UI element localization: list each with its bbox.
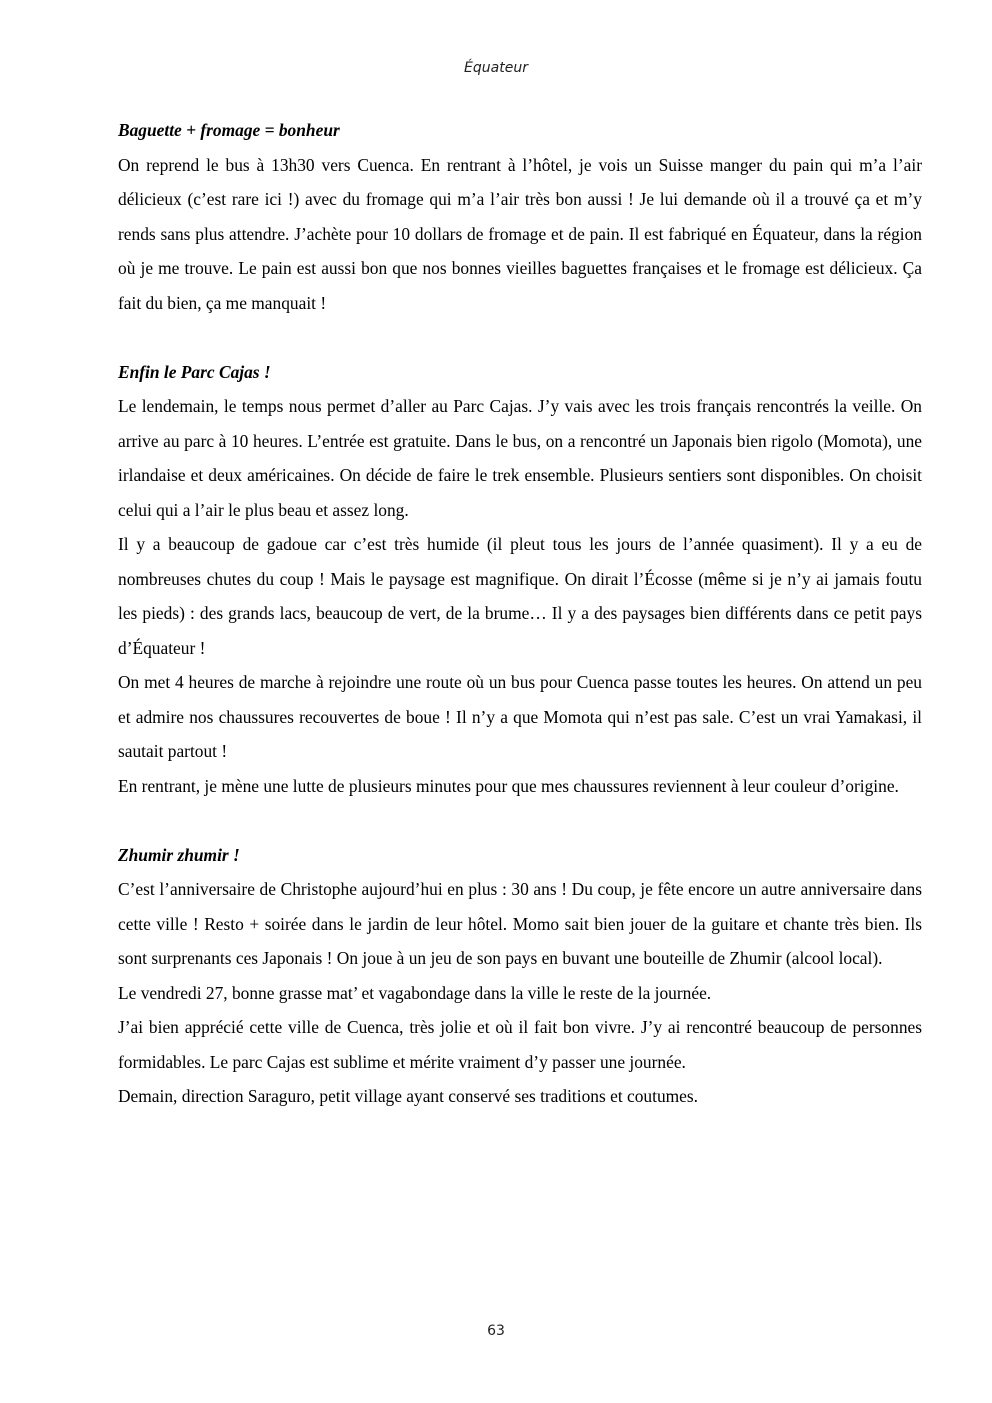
paragraph: En rentrant, je mène une lutte de plusieurs minutes pour que mes chaussures reviennent à leur couleur d’origine. [118,775,899,796]
section-zhumir [118,838,922,1114]
paragraph: C’est l’anniversaire de Christophe aujourd’hui en plus : 30 ans ! Du coup, je fête encore un autre anniversaire dans cette ville ! Resto + soirée dans le jardin de leur hôtel. Momo sait bien jouer de la guitare et chante très bien. Ils sont surprenants ces Japonais ! On joue à un jeu de son pays en buvant une bouteille de Zhumir (alcool local). [118,879,922,968]
paragraph: Le vendredi 27, bonne grasse mat’ et vagabondage dans la ville le reste de la journée. [118,982,712,1003]
section-title: Zhumir zhumir ! [118,844,240,865]
page-number: 63 [487,1323,505,1339]
section-title: Baguette + fromage = bonheur [118,120,340,140]
paragraph: Demain, direction Saraguro, petit village ayant conservé ses traditions et coutumes. [118,1086,698,1106]
paragraph: On reprend le bus à 13h30 vers Cuenca. En rentrant à l’hôtel, je vois un Suisse manger du pain qui m’a l’air délicieux (c’est rare ici !) avec du fromage qui m’a l’air très bon aussi ! Je lui demande où il a trouvé ça et m’y rends sans plus attendre. J’achète pour 10 dollars de fromage et de pain. Il est fabriqué en Équateur, dans la région où je me trouve. Le pain est aussi bon que nos bonnes vieilles baguettes françaises et le fromage est délicieux. Ça fait du bien, ça me manquait ! [118,154,922,313]
section-title: Enfin le Parc Cajas ! [118,361,271,382]
page-body [118,113,922,1148]
paragraph: Il y a beaucoup de gadoue car c’est très humide (il pleut tous les jours de l’année quasiment). Il y a eu de nombreuses chutes du coup ! Mais le paysage est magnifique. On dirait l’Écosse (même si je n’y ai jamais foutu les pieds) : des grands lacs, beaucoup de vert, de la brume… Il y a des paysages bien différents dans ce petit pays d’Équateur ! [118,534,922,658]
paragraph: Le lendemain, le temps nous permet d’aller au Parc Cajas. J’y vais avec les trois français rencontrés la veille. On arrive au parc à 10 heures. L’entrée est gratuite. Dans le bus, on a rencontré un Japonais bien rigolo (Momota), une irlandaise et deux américaines. On décide de faire le trek ensemble. Plusieurs sentiers sont disponibles. On choisit celui qui a l’air le plus beau et assez long. [118,396,922,520]
section-parc-cajas [118,355,922,804]
section-baguette-fromage [118,113,922,320]
paragraph: On met 4 heures de marche à rejoindre une route où un bus pour Cuenca passe toutes les heures. On attend un peu et admire nos chaussures recouvertes de boue ! Il n’y a que Momota qui n’est pas sale. C’est un vrai Yamakasi, il sautait partout ! [118,672,922,761]
running-header: Équateur [464,60,528,76]
paragraph: J’ai bien apprécié cette ville de Cuenca, très jolie et où il fait bon vivre. J’y ai rencontré beaucoup de personnes formidables. Le parc Cajas est sublime et mérite vraiment d’y passer une journée. [118,1017,922,1072]
